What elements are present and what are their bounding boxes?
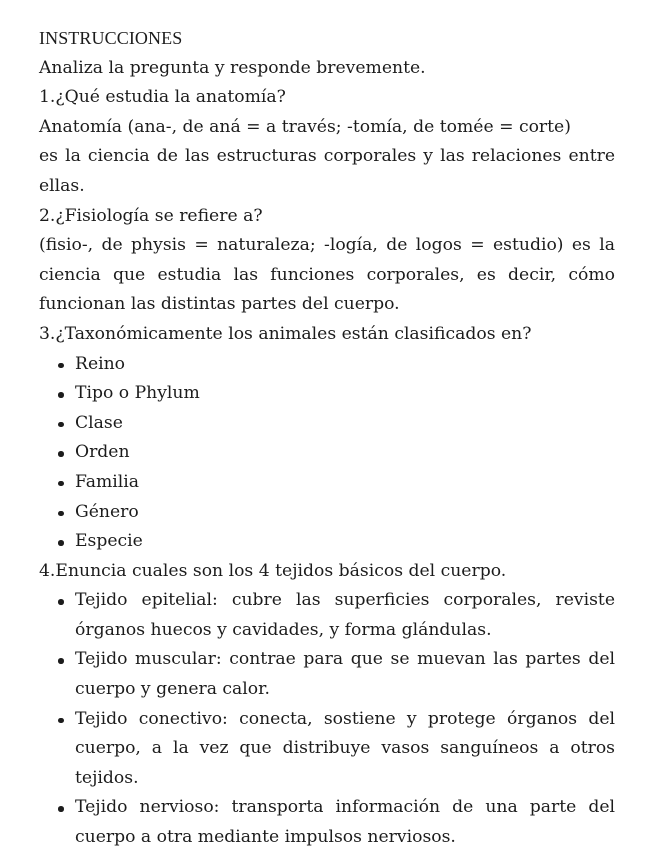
taxonomy-list xyxy=(39,350,615,557)
tissues-list xyxy=(39,586,615,852)
question-1: 1.¿Qué estudia la anatomía? xyxy=(39,87,286,108)
list-item: Tejido conectivo: conecta, sostiene y protege órganos del cuerpo, a la vez que distribuye vasos sanguíneos a otros tejidos. xyxy=(39,705,615,794)
list-item: Tipo o Phylum xyxy=(39,379,615,409)
list-item: Género xyxy=(39,498,615,528)
list-item: Reino xyxy=(39,350,615,380)
list-item: Familia xyxy=(39,468,615,498)
list-item: Tejido epitelial: cubre las superficies corporales, reviste órganos huecos y cavidades, y forma glándulas. xyxy=(39,586,615,645)
list-item: Especie xyxy=(39,527,615,557)
document-heading: INSTRUCCIONES xyxy=(39,28,183,48)
answer-1-line-2: es la ciencia de las estructuras corporales y las relaciones entre ellas. xyxy=(39,146,615,196)
list-item: Orden xyxy=(39,438,615,468)
instructions-intro: Analiza la pregunta y responde brevemente. xyxy=(39,57,426,78)
answer-2: (fisio-, de physis = naturaleza; -logía, de logos = estudio) es la ciencia que estudia las funciones corporales, es decir, cómo funcionan las distintas partes del cuerpo. xyxy=(39,235,615,315)
list-item: Tejido muscular: contrae para que se muevan las partes del cuerpo y genera calor. xyxy=(39,645,615,704)
list-item: Clase xyxy=(39,409,615,439)
question-3: 3.¿Taxonómicamente los animales están clasificados en? xyxy=(39,323,532,344)
answer-1-line-1: Anatomía (ana-, de aná = a través; -tomía, de tomée = corte) xyxy=(39,116,571,137)
question-4: 4.Enuncia cuales son los 4 tejidos básicos del cuerpo. xyxy=(39,560,507,581)
list-item: Tejido nervioso: transporta información de una parte del cuerpo a otra mediante impulsos nerviosos. xyxy=(39,793,615,852)
question-2: 2.¿Fisiología se refiere a? xyxy=(39,205,263,226)
